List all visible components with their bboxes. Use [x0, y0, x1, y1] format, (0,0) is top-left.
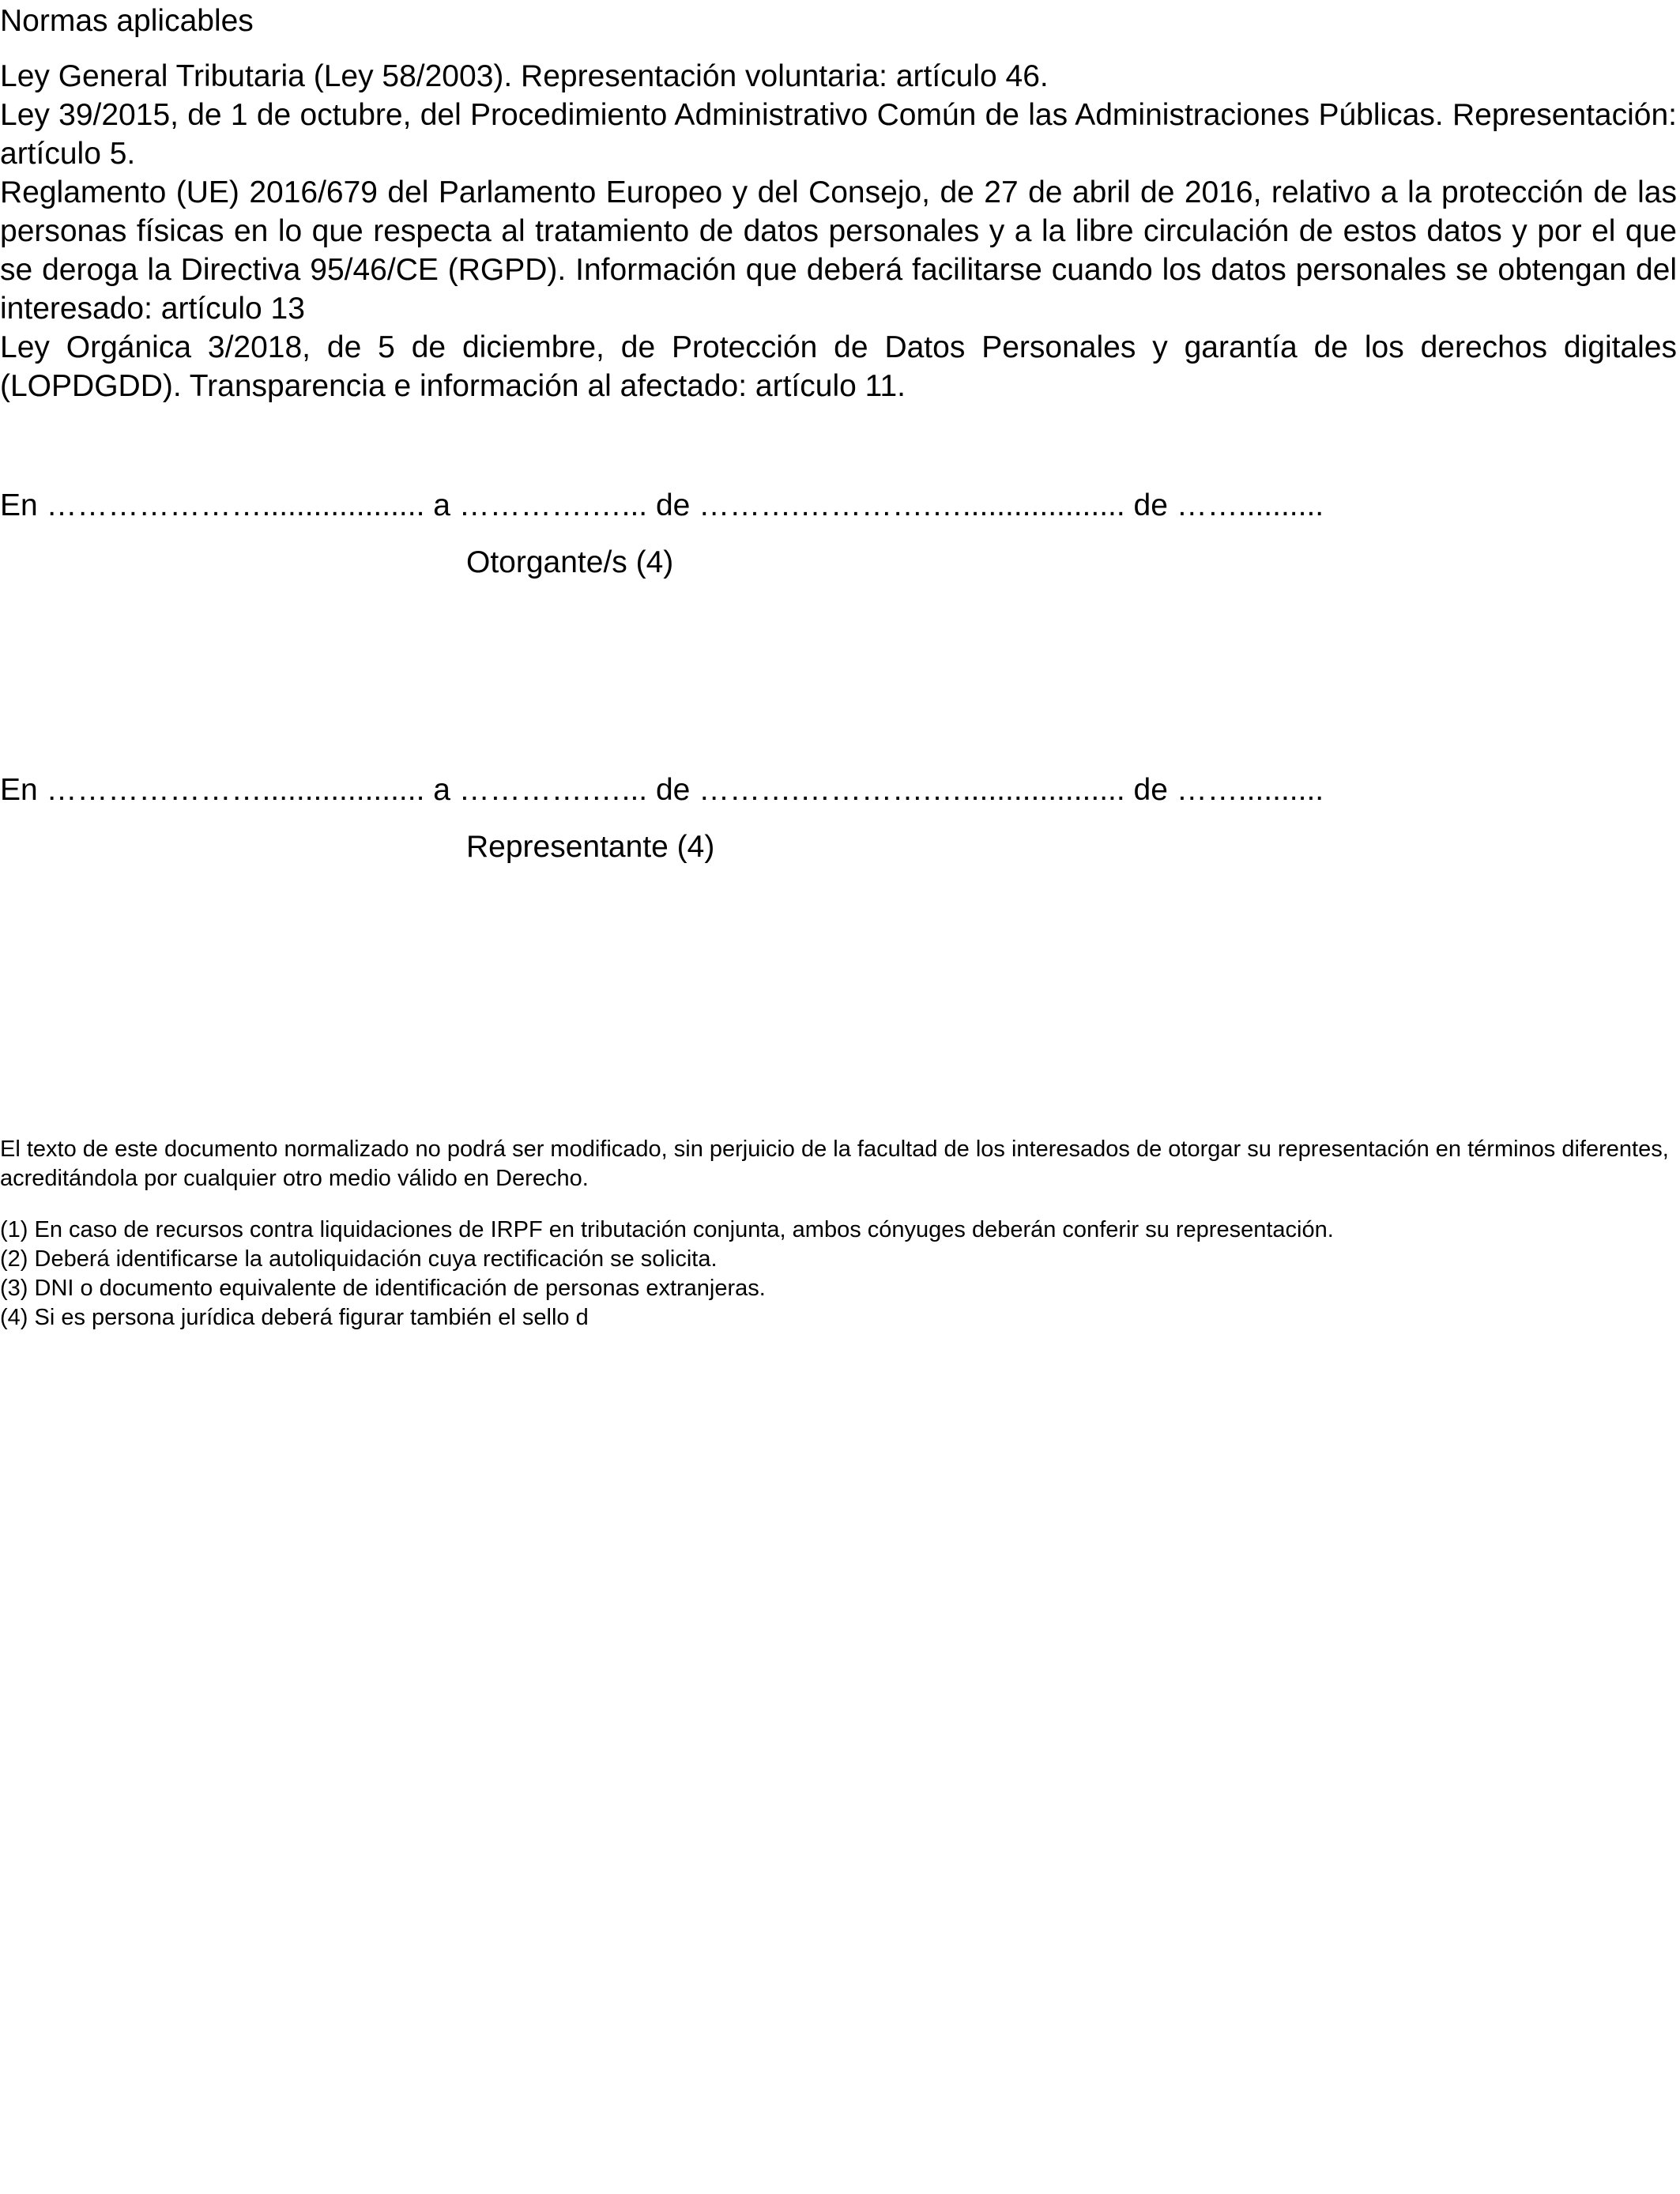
representative-signature-label: Representante (4): [466, 830, 715, 864]
norm-item-lopdgdd: Ley Orgánica 3/2018, de 5 de diciembre, de Protección de Datos Personales y garantía de los derechos digitales (LOPDGDD). Transparencia e información al afectado: artículo 11.: [0, 330, 1677, 403]
footnote-1: (1) En caso de recursos contra liquidaciones de IRPF en tributación conjunta, ambos cónyuges deberán conferir su representación.: [0, 1217, 1334, 1242]
disclaimer-text: El texto de este documento normalizado no podrá ser modificado, sin perjuicio de la facultad de los interesados de otorgar su representación en términos diferentes, acreditándola por cualquier otro medio válido en Derecho.: [0, 1137, 1669, 1191]
footnotes-list: [0, 1216, 1678, 1333]
norm-item-ley-39-2015: Ley 39/2015, de 1 de octubre, del Procedimiento Administrativo Común de las Administraciones Públicas. Representación: artículo 5.: [0, 98, 1677, 171]
section-heading: Normas aplicables: [0, 4, 254, 38]
norms-list: [0, 57, 1677, 405]
grantor-date-line: En …………………................... a ………….…... de ……….………….…................... de ……..........: [0, 488, 1324, 522]
footnote-2: (2) Deberá identificarse la autoliquidación cuya rectificación se solicita.: [0, 1246, 718, 1272]
footnote-4: (4) Si es persona jurídica deberá figurar también el sello d: [0, 1305, 589, 1330]
grantor-signature-label: Otorgante/s (4): [466, 545, 674, 579]
norm-item-lgt: Ley General Tributaria (Ley 58/2003). Representación voluntaria: artículo 46.: [0, 59, 1049, 93]
representative-date-line: En …………………................... a ………….…... de ……….………….…................... de ……..........: [0, 773, 1324, 807]
norm-item-rgpd: Reglamento (UE) 2016/679 del Parlamento Europeo y del Consejo, de 27 de abril de 2016, relativo a la protección de las personas físicas en lo que respecta al tratamiento de datos personales y a la libre circulación de estos datos y por el que se deroga la Directiva 95/46/CE (RGPD). Información que deberá facilitarse cuando los datos personales se obtengan del interesado: artículo 13: [0, 175, 1677, 326]
footnote-3: (3) DNI o documento equivalente de identificación de personas extranjeras.: [0, 1276, 766, 1301]
